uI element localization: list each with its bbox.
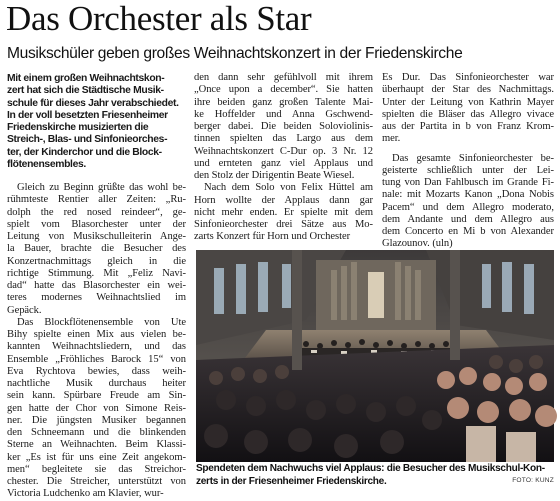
text-line: zert hat sich die Städtische Musik- bbox=[7, 85, 164, 97]
text-line: überhaupt der Star des Nachmittags. bbox=[382, 84, 554, 96]
text-line: ihre beiden ganz großen Talente Mai- bbox=[194, 96, 373, 108]
text-line: spielten die Bläser das Allegro vivace bbox=[382, 108, 554, 120]
text-line: Weihnachtskonzert C-Dur op. 3 Nr. 12 bbox=[194, 145, 373, 157]
paragraph-blockfloete bbox=[7, 317, 186, 501]
text-line: Bihy spielte einen Mix aus vielen be- bbox=[7, 329, 186, 340]
text-column-1 bbox=[7, 73, 186, 501]
article-headline: Das Orchester als Star bbox=[6, 0, 312, 38]
text-line: Horn wollte der Applaus dann gar bbox=[194, 194, 373, 206]
text-line: Ensemble „Fröhliches Barock 15“ von bbox=[7, 353, 186, 365]
text-line: nale: mit Mozarts Kanon „Dona Nobis bbox=[382, 189, 554, 201]
text-line: spielt vom Blasorchester unter der bbox=[7, 218, 186, 230]
text-column-2 bbox=[194, 72, 373, 244]
text-line: aus der Partita in b von Franz Krom- bbox=[382, 121, 554, 132]
text-line: „Once upon a december“. Sie hatten bbox=[194, 84, 373, 96]
text-line: Sinfonieorchester drei Sätze aus Mo- bbox=[194, 219, 373, 230]
text-line: flötenensembles. bbox=[7, 158, 86, 170]
text-line: geisterte schließlich unter der Lei- bbox=[382, 164, 554, 176]
text-line: Streich-, Blas- und Sinfonieorches- bbox=[7, 134, 168, 146]
text-column-3 bbox=[382, 72, 554, 251]
text-line: kannten Weihnachtsliedern, und das bbox=[7, 341, 186, 353]
text-line: tinnen spielten das Largo aus dem bbox=[194, 133, 373, 145]
text-line: Konzertnachmittags gleich in die bbox=[7, 255, 186, 267]
text-line: Leitung von Musikschulleiterin Ange- bbox=[7, 231, 186, 242]
text-line: zarts Konzert für Horn und Orchester bbox=[194, 231, 351, 243]
text-line: ter, der Kinderchor und die Block- bbox=[7, 146, 162, 158]
text-line: Das Blockflötenensemble von Ute bbox=[17, 316, 186, 328]
text-line: sein kann. Spürbare Freude am Sin- bbox=[7, 390, 186, 402]
text-line: richtige Stimmung. Mit „Feliz Navi- bbox=[7, 267, 186, 279]
text-line: den dann sehr gefühlvoll mit ihrem bbox=[194, 72, 373, 83]
text-line: Gepäck. bbox=[7, 304, 42, 316]
text-line: Victoria Ludchenko am Klavier, wur- bbox=[7, 488, 164, 500]
text-line: Nach dem Solo von Felix Hüttel am bbox=[204, 182, 373, 194]
text-line: Gleich zu Beginn grüßte das wohl be- bbox=[17, 182, 186, 193]
text-line: tung von Dan Fahlbusch im Grande Fi- bbox=[382, 177, 554, 188]
text-line: berger dabei. Die beiden Soloviolinis- bbox=[194, 121, 373, 132]
text-line: mer. bbox=[382, 133, 401, 145]
pillar bbox=[292, 250, 302, 370]
text-line: dolph the red nosed reindeer“, ge- bbox=[7, 206, 186, 218]
text-line: nachtliche Musik durchaus heiter bbox=[7, 378, 186, 389]
photo-credit: FOTO: KUNZ bbox=[512, 477, 554, 484]
photo-caption bbox=[196, 463, 554, 489]
paragraph-soloviolin bbox=[194, 72, 373, 182]
text-line: und ernteten ganz viel Applaus und bbox=[194, 157, 373, 169]
text-line: gen hatte der Chor von Simone Reis- bbox=[7, 402, 186, 414]
text-line: chester. Die Streicher, unterstützt von bbox=[7, 476, 186, 487]
concert-photo bbox=[196, 250, 554, 462]
text-line: dem Concerto en Mi b von Alexander bbox=[382, 226, 554, 237]
text-line: Mit einem großen Weihnachtskon- bbox=[7, 73, 165, 84]
text-line: rühmteste Rentier aller Zeiten: „Ru- bbox=[7, 194, 186, 206]
text-line: teres modernes Weihnachtslied im bbox=[7, 292, 186, 304]
altar-cross-light bbox=[368, 272, 384, 318]
text-line: men“ begleitete sie das Streichor- bbox=[7, 463, 186, 475]
text-line: ke Hoffelder und Anna Gschwend- bbox=[194, 108, 373, 120]
text-line: Es Dur. Das Sinfonieorchester war bbox=[382, 72, 554, 83]
text-line: dad“ hatte das Blasorchester ein wei- bbox=[7, 280, 186, 291]
text-line: ker „Es ist für uns eine Zeit angekom- bbox=[7, 451, 186, 463]
text-line: dem Andante und dem Allegro aus bbox=[382, 213, 554, 225]
text-line: Spendeten dem Nachwuchs viel Applaus: die Besucher des Musikschul-Kon- bbox=[196, 463, 545, 474]
text-line: Eva Rychtova bewies, dass weih- bbox=[7, 365, 186, 377]
concert-photo-illustration bbox=[196, 250, 554, 462]
paragraph-horn bbox=[194, 182, 373, 243]
text-line: Friedenskirche musizierten die bbox=[7, 122, 149, 133]
text-line: la Bauer, brachte die Besucher des bbox=[7, 243, 186, 255]
text-line: In der voll besetzten Friesenheimer bbox=[7, 109, 168, 121]
text-line: den Stolz der Dirigentin Beate Wiesel. bbox=[194, 170, 355, 181]
text-line: ner. Die jüngsten Musiker begannen bbox=[7, 414, 186, 426]
text-line: zerts in der Friesenheimer Friedenskirche. bbox=[196, 475, 387, 487]
text-line: Glazounov. (uln) bbox=[382, 238, 453, 250]
text-line: nicht mehr enden. Er spielte mit dem bbox=[194, 206, 373, 218]
article-lead bbox=[7, 73, 186, 171]
paragraph-rentier bbox=[7, 182, 186, 317]
text-line: Das gesamte Sinfonieorchester be- bbox=[392, 152, 554, 164]
paragraph-sinfonie bbox=[382, 72, 554, 146]
paragraph-finale bbox=[382, 153, 554, 251]
text-line: Sterne an Weihnachten. Beim Klassi- bbox=[7, 439, 186, 451]
article-subheadline: Musikschüler geben großes Weihnachtskonzert in der Friedenskirche bbox=[7, 45, 463, 62]
text-line: schule für dieses Jahr verabschiedet. bbox=[7, 97, 179, 109]
text-line: den Schneemann und die blinkenden bbox=[7, 427, 186, 438]
text-line: Unter der Leitung von Kathrin Mayer bbox=[382, 96, 554, 108]
pillar bbox=[450, 250, 460, 360]
text-line: Pacem“ und dem Allegro moderato, bbox=[382, 201, 554, 213]
